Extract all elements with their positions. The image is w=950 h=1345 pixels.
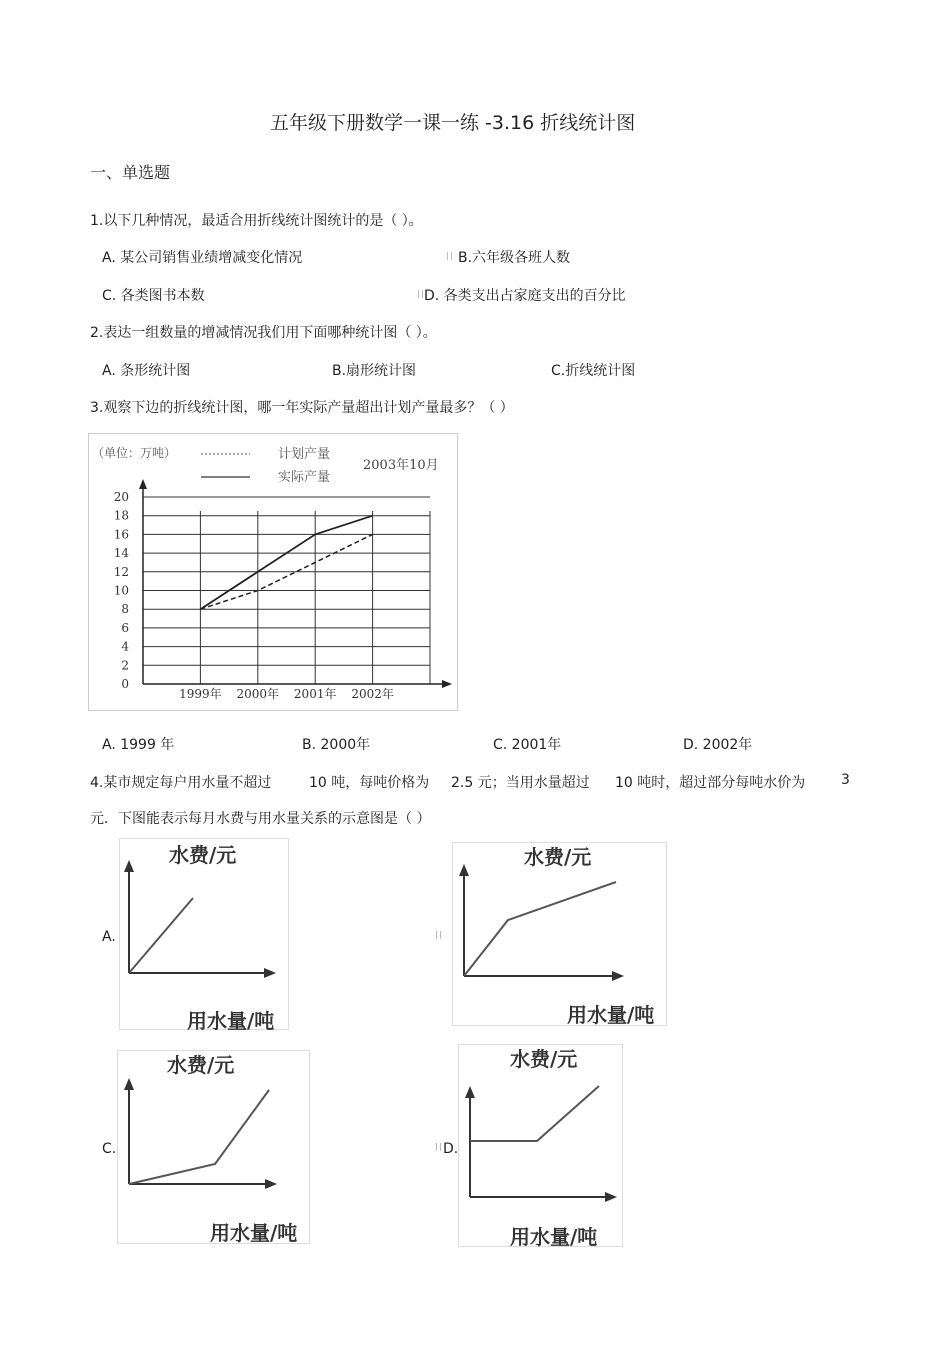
question-4-part-3: 2.5 元；当用水量超过 bbox=[451, 775, 590, 791]
legend-planned-label: 计划产量 bbox=[278, 447, 331, 462]
x-tick-label: 1999年 bbox=[179, 687, 222, 701]
chart-unit-label: （单位：万吨） bbox=[92, 446, 177, 460]
y-tick-label: 12 bbox=[113, 564, 129, 579]
y-tick-label: 16 bbox=[113, 527, 129, 542]
q4-option-b-graph[interactable] bbox=[452, 842, 667, 1026]
graph-ylabel: 水费/元 bbox=[169, 843, 237, 867]
q3-option-c[interactable]: C. 2001年 bbox=[493, 737, 562, 753]
y-tick-label: 0 bbox=[121, 677, 129, 691]
y-tick-label: 10 bbox=[113, 583, 129, 598]
y-tick-label: 20 bbox=[113, 490, 129, 504]
q4-option-d-graph[interactable] bbox=[458, 1044, 623, 1247]
graph-xlabel: 用水量/吨 bbox=[510, 1225, 598, 1247]
question-3: 3.观察下边的折线统计图，哪一年实际产量超出计划产量最多？（ ） bbox=[90, 400, 514, 416]
q3-option-b[interactable]: B. 2000年 bbox=[302, 737, 371, 753]
question-1: 1.以下几种情况，最适合用折线统计图统计的是（ ）。 bbox=[90, 213, 423, 229]
q4-option-a-graph[interactable] bbox=[119, 838, 289, 1030]
q2-option-a[interactable]: A. 条形统计图 bbox=[102, 363, 191, 379]
legend-actual-label: 实际产量 bbox=[278, 470, 331, 485]
graph-xlabel: 用水量/吨 bbox=[210, 1221, 298, 1244]
graph-xlabel: 用水量/吨 bbox=[187, 1009, 275, 1030]
q4-option-c-graph[interactable] bbox=[117, 1050, 310, 1244]
q1-option-d[interactable]: D. 各类支出占家庭支出的百分比 bbox=[424, 288, 626, 304]
q3-option-a[interactable]: A. 1999 年 bbox=[102, 737, 175, 753]
y-tick-label: 8 bbox=[121, 602, 129, 617]
y-tick-label: 4 bbox=[121, 639, 129, 654]
page-title: 五年级下册数学一课一练 -3.16 折线统计图 bbox=[270, 112, 636, 134]
question-4-part-1: 4.某市规定每户用水量不超过 bbox=[90, 775, 272, 791]
q2-option-c[interactable]: C.折线统计图 bbox=[551, 363, 636, 379]
question-2: 2.表达一组数量的增减情况我们用下面哪种统计图（ ）。 bbox=[90, 325, 437, 341]
q4-option-a-label[interactable]: A. bbox=[102, 929, 116, 945]
divider-mark bbox=[418, 290, 423, 298]
x-tick-label: 2001年 bbox=[293, 687, 337, 701]
graph-xlabel: 用水量/吨 bbox=[567, 1003, 655, 1026]
q1-option-a[interactable]: A. 某公司销售业绩增减变化情况 bbox=[102, 250, 303, 266]
q1-option-b[interactable]: B.六年级各班人数 bbox=[458, 250, 571, 266]
q4-option-c-label[interactable]: C. bbox=[102, 1141, 117, 1157]
graph-ylabel: 水费/元 bbox=[167, 1053, 235, 1077]
production-line-chart bbox=[88, 433, 458, 711]
chart-date-label: 2003年10月 bbox=[363, 458, 439, 473]
graph-ylabel: 水费/元 bbox=[524, 845, 592, 869]
q2-option-b[interactable]: B.扇形统计图 bbox=[332, 363, 417, 379]
divider-mark bbox=[447, 252, 452, 260]
q4-option-d-label[interactable]: D. bbox=[443, 1141, 459, 1157]
question-4-part-4: 10 吨时，超过部分每吨水价为 bbox=[615, 775, 806, 791]
question-4-part-2: 10 吨，每吨价格为 bbox=[309, 775, 430, 791]
x-tick-label: 2002年 bbox=[351, 687, 394, 701]
y-tick-label: 2 bbox=[121, 658, 129, 673]
divider-mark bbox=[436, 1143, 441, 1151]
y-tick-label: 18 bbox=[113, 508, 129, 523]
x-tick-label: 2000年 bbox=[236, 687, 280, 701]
y-tick-label: 6 bbox=[121, 620, 129, 635]
q1-option-c[interactable]: C. 各类图书本数 bbox=[102, 288, 205, 304]
question-4-part-5: 3 bbox=[841, 772, 850, 788]
question-4-line-2: 元．下图能表示每月水费与用水量关系的示意图是（ ） bbox=[90, 811, 431, 827]
graph-ylabel: 水费/元 bbox=[510, 1047, 578, 1071]
y-tick-label: 14 bbox=[113, 546, 129, 561]
divider-mark bbox=[436, 931, 441, 939]
section-heading: 一、单选题 bbox=[90, 163, 171, 182]
q3-option-d[interactable]: D. 2002年 bbox=[683, 737, 753, 753]
